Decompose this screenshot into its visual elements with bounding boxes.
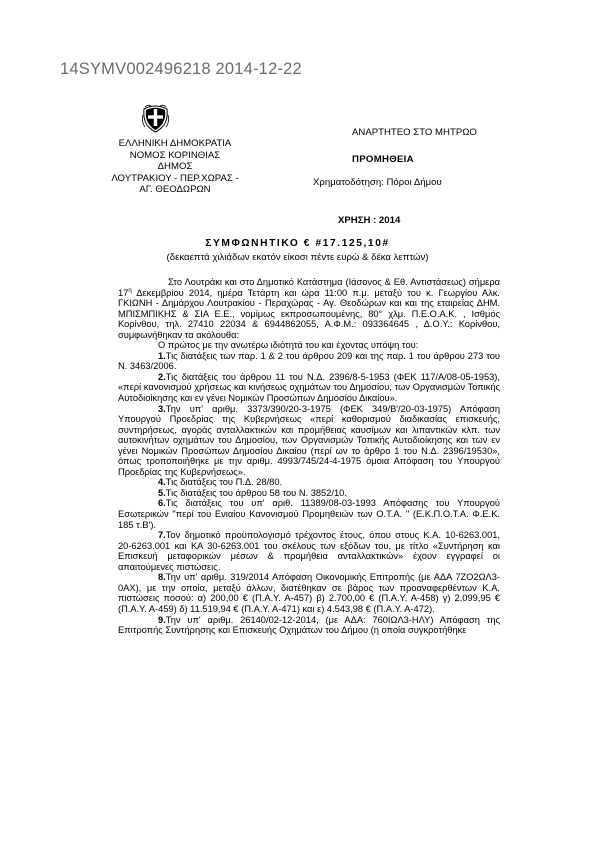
intro-paragraph: Στο Λουτράκι και στο Δημοτικό Κατάστημα (Ιάσονος & Εθ. Αντιστάσεως) σήμερα $17^\eta$ Δεκεμβρίου 2014, ημέρα Τετάρτη και ώρα 11:00 π.μ. μεταξύ του κ. Γεωργίου Αλκ. ΓΚΙΩΝΗ - Δημάρχου Λουτρακίου - Περαχώρας - Αγ. Θεοδώρων και και της εταιρείας ΔΗΜ. ΜΠΙΣΜΠΙΚΗΣ & ΣΙΑ Ε.Ε., νομίμως εκπροσωπουμένης, 80° χλμ. Π.Ε.Ο.Α.Κ. , Ισθμός Κορίνθου, τηλ. 27410 22034 & 6944862055, Α.Φ.Μ.: 093364645 , Δ.Ο.Υ.: Κορίνθου, συμφωνήθηκαν τα ακόλουθα:	[118, 277, 500, 340]
issuer-block	[75, 138, 275, 196]
amount-in-words: (δεκαεπτά χιλιάδων εκατόν είκοσι πέντε ευρώ & δέκα λεπτών)	[166, 252, 429, 263]
issuer-line: ΛΟΥΤΡΑΚΙΟΥ - ΠΕΡ.ΧΩΡΑΣ -	[111, 172, 239, 184]
clause-item: 5.Τις διατάξεις του άρθρου 58 του Ν. 3852/10.	[158, 487, 347, 498]
clause-item: 2.Τις διατάξεις του άρθρου 11 του Ν.Δ. 2396/8-5-1953 (ΦΕΚ 117/Α/08-05-1953), «περί κανονισμού χρήσεως και κινήσεως οχημάτων του Δημοσίου, των Οργανισμών Τοπικής Αυτοδιοίκησης και εν γένει Νομικών Προσώπων Δημοσίου Δικαίου».	[118, 371, 500, 404]
posted-notice: ΑΝΑΡΤΗΤΕΟ ΣΤΟ ΜΗΤΡΩΟ	[352, 127, 477, 138]
greek-coat-of-arms-icon	[142, 103, 169, 133]
clause-item: 1.Τις διατάξεις των παρ. 1 & 2 του άρθρου 209 και της παρ. 1 του άρθρου 273 του Ν. 3463/2006.	[118, 350, 500, 372]
clause-item: 4.Τις διατάξεις του Π.Δ. 28/80.	[158, 477, 283, 488]
document-title: ΣΥΜΦΩΝΗΤΙΚΟ € #17.125,10#	[205, 238, 390, 249]
document-reference-number: 14SYMV002496218 2014-12-22	[60, 60, 302, 78]
issuer-line: ΕΛΛΗΝΙΚΗ ΔΗΜΟΚΡΑΤΙΑ	[118, 138, 232, 149]
clause-item: 6.Τις διατάξεις του υπ' αριθ. 11389/08-03-1993 Απόφασης του Υπουργού Εσωτερικών "περί του Ενιαίου Κανονισμού Προμηθειών των Ο.Τ.Α. " (Ε.Κ.Π.Ο.Τ.Α. Φ.Ε.Κ. 185 τ.Β').	[118, 498, 500, 530]
clause-item: 3.Την υπ' αριθμ. 3373/390/20-3-1975 (ΦΕΚ 349/Β'/20-03-1975) Απόφαση Υπουργού Προεδρίας της Κυβερνήσεως «περί καθορισμού διαδικασίας επισκευής, συντηρήσεως, αγοράς ανταλλακτικών και προμήθειας καυσίμων και λιπαντικών κλπ. των αυτοκινήτων οχημάτων του Δημοσίου, των Οργανισμών Τοπικής Αυτοδιοίκησης και των εν γένει Νομικών Προσώπων Δημοσίου Δικαίου (περί ων το άρθρο 1 του Ν.Δ. 2396/19530», όπως τροποποιήθηκε με την αριθμ. 4993/745/24-4-1975 όμοια Απόφαση του Υπουργού Προεδρίας της Κυβερνήσεως».	[118, 403, 500, 477]
clause-item: 8.Την υπ' αριθμ. 319/2014 Απόφαση Οικονομικής Επιτροπής (με ΑΔΑ 7ΖΟ2ΩΛ3-0ΑΧ), με την οποία, μεταξύ άλλων, διατέθηκαν σε βάρος των προαναφερθέντων Κ.Α. πιστώσεις ποσού: α) 200,00 € (Π.Α.Υ. Α-457) β) 2.700,00 € (Π.Α.Υ. Α-458) γ) 2.099,95 € (Π.Α.Υ. Α-459) δ) 11.519,94 € (Π.Α.Υ. Α-471) και ε) 4.543,98 € (Π.Α.Υ. Α-472).	[118, 572, 500, 614]
issuer-line: ΑΓ. ΘΕΟΔΩΡΩΝ	[139, 184, 211, 196]
fiscal-year: ΧΡΗΣΗ : 2014	[338, 215, 401, 226]
issuer-line: ΝΟΜΟΣ ΚΟΡΙΝΘΙΑΣ	[129, 149, 221, 161]
clause-item: 7.Τον δημοτικό προϋπολογισμό τρέχοντος έτους, όπου στους Κ.Α. 10-6263.001, 20-6263.001 και ΚΑ 30-6263.001 του σκέλους των εξόδων του, με τίτλο «Συντήρηση και Επισκευή μεταφορικών μέσων & προμήθεια ανταλλακτικών» έχουν εγγραφεί οι απαιτούμενες πιστώσεις.	[118, 530, 500, 572]
clause-item: 9.Την υπ' αριθμ. 26140/02-12-2014, (με ΑΔΑ: 760ΙΩΛ3-ΗΛΥ) Απόφαση της Επιτροπής Συντήρησης και Επισκευής Οχημάτων του Δήμου (η οποία συγκροτήθηκε	[118, 614, 500, 636]
funding-line: Χρηματοδότηση: Πόροι Δήμου	[313, 177, 442, 188]
document-body	[118, 277, 500, 636]
issuer-line: ΔΗΜΟΣ	[157, 161, 193, 173]
preamble-line: Ο πρώτος με την ανωτέρω ιδιότητά του και έχοντας υπόψη του:	[158, 340, 419, 351]
procurement-heading: ΠΡΟΜΗΘΕΙΑ	[352, 154, 414, 165]
